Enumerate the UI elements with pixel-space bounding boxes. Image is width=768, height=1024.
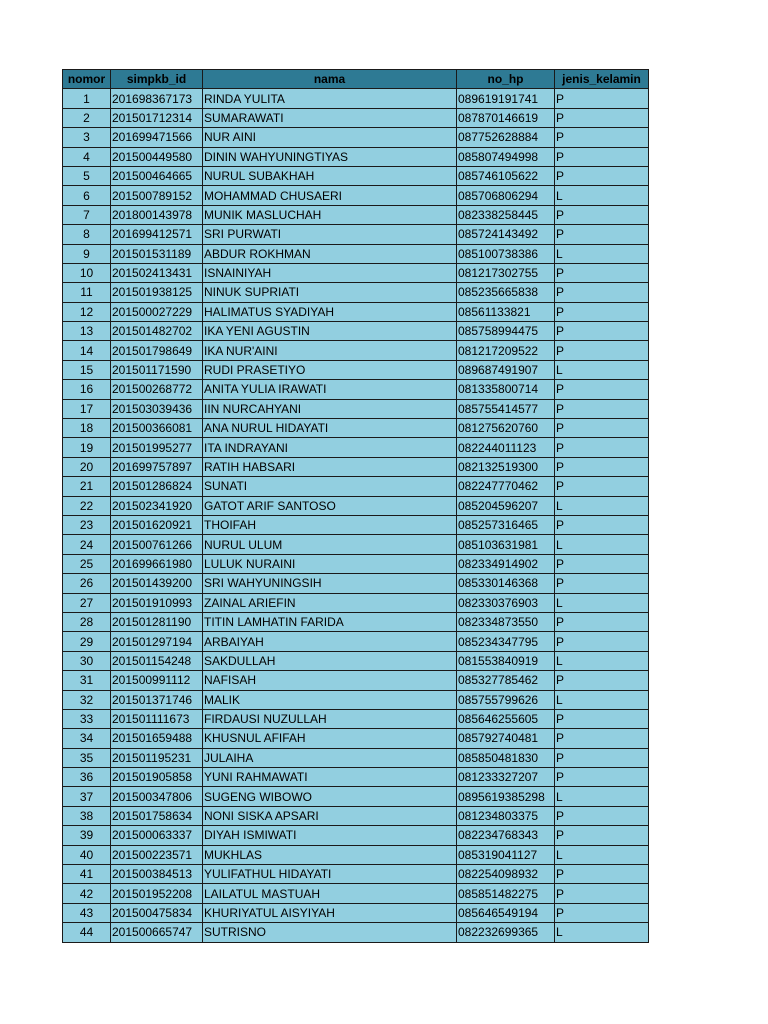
cell-no-hp[interactable]: 089619191741 [457,89,555,108]
cell-simpkb-id[interactable]: 201502413431 [111,263,203,282]
cell-no-hp[interactable]: 085100738386 [457,244,555,263]
cell-nama[interactable]: NAFISAH [203,671,457,690]
cell-nomor[interactable]: 4 [63,147,111,166]
cell-nama[interactable]: HALIMATUS SYADIYAH [203,302,457,321]
header-row [63,70,649,89]
cell-simpkb-id[interactable]: 201501531189 [111,244,203,263]
cell-no-hp[interactable]: 085330146368 [457,574,555,593]
cell-jenis-kelamin[interactable]: P [555,89,649,108]
cell-nomor[interactable]: 2 [63,108,111,127]
table-row [63,477,649,496]
cell-simpkb-id[interactable]: 201501281190 [111,612,203,631]
table-row [63,690,649,709]
cell-nomor[interactable]: 5 [63,166,111,185]
cell-jenis-kelamin[interactable]: P [555,574,649,593]
cell-nomor[interactable]: 35 [63,748,111,767]
cell-no-hp[interactable]: 085204596207 [457,496,555,515]
cell-no-hp[interactable]: 085792740481 [457,729,555,748]
cell-jenis-kelamin[interactable]: P [555,147,649,166]
table-row [63,903,649,922]
cell-jenis-kelamin[interactable]: L [555,593,649,612]
table-row [63,438,649,457]
cell-no-hp[interactable]: 085235665838 [457,283,555,302]
cell-nama[interactable]: ABDUR ROKHMAN [203,244,457,263]
table-row [63,671,649,690]
cell-nomor[interactable]: 16 [63,380,111,399]
cell-no-hp[interactable]: 087870146619 [457,108,555,127]
cell-jenis-kelamin[interactable]: P [555,884,649,903]
cell-jenis-kelamin[interactable]: L [555,690,649,709]
table-body [63,89,649,942]
cell-nama[interactable]: MALIK [203,690,457,709]
cell-no-hp[interactable]: 082334873550 [457,612,555,631]
cell-nama[interactable]: SRI WAHYUNINGSIH [203,574,457,593]
cell-jenis-kelamin[interactable]: P [555,826,649,845]
cell-no-hp[interactable]: 081553840919 [457,651,555,670]
cell-jenis-kelamin[interactable]: L [555,186,649,205]
cell-nomor[interactable]: 38 [63,806,111,825]
cell-simpkb-id[interactable]: 201501712314 [111,108,203,127]
cell-no-hp[interactable]: 082254098932 [457,865,555,884]
cell-jenis-kelamin[interactable]: P [555,322,649,341]
table-row [63,89,649,108]
cell-simpkb-id[interactable]: 201501620921 [111,515,203,534]
table-row [63,263,649,282]
cell-nama[interactable]: GATOT ARIF SANTOSO [203,496,457,515]
cell-nama[interactable]: NURUL ULUM [203,535,457,554]
cell-simpkb-id[interactable]: 201501195231 [111,748,203,767]
cell-jenis-kelamin[interactable]: P [555,554,649,573]
cell-jenis-kelamin[interactable]: P [555,302,649,321]
cell-nomor[interactable]: 42 [63,884,111,903]
cell-nama[interactable]: RUDI PRASETIYO [203,360,457,379]
cell-simpkb-id[interactable]: 201699757897 [111,457,203,476]
cell-simpkb-id[interactable]: 201500027229 [111,302,203,321]
cell-nomor[interactable]: 34 [63,729,111,748]
cell-jenis-kelamin[interactable]: P [555,457,649,476]
cell-nomor[interactable]: 13 [63,322,111,341]
cell-jenis-kelamin[interactable]: P [555,166,649,185]
table-row [63,128,649,147]
cell-nama[interactable]: SUMARAWATI [203,108,457,127]
table-row [63,457,649,476]
cell-jenis-kelamin[interactable]: P [555,515,649,534]
cell-nomor[interactable]: 18 [63,419,111,438]
cell-nomor[interactable]: 36 [63,768,111,787]
cell-nama[interactable]: YUNI RAHMAWATI [203,768,457,787]
cell-no-hp[interactable]: 089687491907 [457,360,555,379]
column-header-nama[interactable]: nama [203,70,457,89]
cell-jenis-kelamin[interactable]: P [555,380,649,399]
cell-nama[interactable]: YULIFATHUL HIDAYATI [203,865,457,884]
cell-simpkb-id[interactable]: 201500063337 [111,826,203,845]
cell-no-hp[interactable]: 082234768343 [457,826,555,845]
cell-no-hp[interactable]: 085755799626 [457,690,555,709]
cell-nama[interactable]: THOIFAH [203,515,457,534]
cell-nomor[interactable]: 40 [63,845,111,864]
cell-jenis-kelamin[interactable]: P [555,865,649,884]
cell-nama[interactable]: IKA YENI AGUSTIN [203,322,457,341]
table-row [63,768,649,787]
cell-simpkb-id[interactable]: 201500268772 [111,380,203,399]
cell-no-hp[interactable]: 085327785462 [457,671,555,690]
cell-no-hp[interactable]: 085706806294 [457,186,555,205]
cell-jenis-kelamin[interactable]: P [555,709,649,728]
cell-jenis-kelamin[interactable]: P [555,225,649,244]
cell-no-hp[interactable]: 087752628884 [457,128,555,147]
cell-simpkb-id[interactable]: 201501910993 [111,593,203,612]
cell-nomor[interactable]: 23 [63,515,111,534]
cell-nama[interactable]: IIN NURCAHYANI [203,399,457,418]
table-row [63,865,649,884]
cell-nama[interactable]: MUNIK MASLUCHAH [203,205,457,224]
table-row [63,341,649,360]
cell-simpkb-id[interactable]: 201500347806 [111,787,203,806]
cell-jenis-kelamin[interactable]: P [555,632,649,651]
cell-jenis-kelamin[interactable]: L [555,535,649,554]
cell-simpkb-id[interactable]: 201500366081 [111,419,203,438]
cell-nomor[interactable]: 29 [63,632,111,651]
column-header-no-hp[interactable]: no_hp [457,70,555,89]
cell-nama[interactable]: LAILATUL MASTUAH [203,884,457,903]
cell-nama[interactable]: MUKHLAS [203,845,457,864]
cell-no-hp[interactable]: 081217302755 [457,263,555,282]
table-row [63,612,649,631]
cell-no-hp[interactable]: 085851482275 [457,884,555,903]
table-row [63,632,649,651]
cell-nomor[interactable]: 31 [63,671,111,690]
cell-jenis-kelamin[interactable]: P [555,612,649,631]
table-row [63,748,649,767]
cell-nama[interactable]: MOHAMMAD CHUSAERI [203,186,457,205]
cell-jenis-kelamin[interactable]: P [555,729,649,748]
cell-nama[interactable]: ANA NURUL HIDAYATI [203,419,457,438]
cell-nomor[interactable]: 27 [63,593,111,612]
cell-nama[interactable]: NONI SISKA APSARI [203,806,457,825]
cell-nama[interactable]: JULAIHA [203,748,457,767]
cell-nomor[interactable]: 20 [63,457,111,476]
cell-nama[interactable]: SUNATI [203,477,457,496]
cell-jenis-kelamin[interactable]: P [555,341,649,360]
cell-no-hp[interactable]: 085103631981 [457,535,555,554]
cell-no-hp[interactable]: 085646255605 [457,709,555,728]
cell-jenis-kelamin[interactable]: P [555,477,649,496]
cell-no-hp[interactable]: 085234347795 [457,632,555,651]
cell-nomor[interactable]: 30 [63,651,111,670]
cell-nama[interactable]: LULUK NURAINI [203,554,457,573]
cell-nama[interactable]: KHURIYATUL AISYIYAH [203,903,457,922]
cell-no-hp[interactable]: 082330376903 [457,593,555,612]
cell-nomor[interactable]: 25 [63,554,111,573]
table-row [63,399,649,418]
cell-simpkb-id[interactable]: 201699471566 [111,128,203,147]
cell-jenis-kelamin[interactable]: L [555,496,649,515]
cell-jenis-kelamin[interactable]: L [555,360,649,379]
cell-nama[interactable]: ZAINAL ARIEFIN [203,593,457,612]
cell-no-hp[interactable]: 085646549194 [457,903,555,922]
cell-nomor[interactable]: 17 [63,399,111,418]
table-row [63,360,649,379]
table-row [63,225,649,244]
cell-jenis-kelamin[interactable]: L [555,923,649,942]
cell-simpkb-id[interactable]: 201501439200 [111,574,203,593]
cell-jenis-kelamin[interactable]: L [555,244,649,263]
table-row [63,593,649,612]
cell-nomor[interactable]: 9 [63,244,111,263]
cell-simpkb-id[interactable]: 201500991112 [111,671,203,690]
cell-nama[interactable]: SAKDULLAH [203,651,457,670]
column-header-jenis-kelamin[interactable]: jenis_kelamin [555,70,649,89]
cell-jenis-kelamin[interactable]: P [555,263,649,282]
cell-simpkb-id[interactable]: 201501111673 [111,709,203,728]
cell-simpkb-id[interactable]: 201501758634 [111,806,203,825]
table-row [63,845,649,864]
cell-nama[interactable]: ARBAIYAH [203,632,457,651]
cell-no-hp[interactable]: 082334914902 [457,554,555,573]
cell-nama[interactable]: NINUK SUPRIATI [203,283,457,302]
cell-no-hp[interactable]: 082244011123 [457,438,555,457]
cell-nomor[interactable]: 8 [63,225,111,244]
table-row [63,826,649,845]
cell-nomor[interactable]: 37 [63,787,111,806]
cell-no-hp[interactable]: 0895619385298 [457,787,555,806]
cell-nama[interactable]: DININ WAHYUNINGTIYAS [203,147,457,166]
cell-nomor[interactable]: 14 [63,341,111,360]
cell-simpkb-id[interactable]: 201500789152 [111,186,203,205]
cell-nama[interactable]: SRI PURWATI [203,225,457,244]
spreadsheet-area [62,69,649,943]
cell-simpkb-id[interactable]: 201501286824 [111,477,203,496]
cell-jenis-kelamin[interactable]: P [555,108,649,127]
cell-jenis-kelamin[interactable]: P [555,205,649,224]
cell-no-hp[interactable]: 081275620760 [457,419,555,438]
cell-no-hp[interactable]: 085724143492 [457,225,555,244]
cell-nama[interactable]: FIRDAUSI NUZULLAH [203,709,457,728]
cell-no-hp[interactable]: 085746105622 [457,166,555,185]
cell-simpkb-id[interactable]: 201500761266 [111,535,203,554]
table-row [63,108,649,127]
cell-simpkb-id[interactable]: 201501171590 [111,360,203,379]
table-row [63,419,649,438]
table-row [63,515,649,534]
cell-nomor[interactable]: 39 [63,826,111,845]
cell-nomor[interactable]: 19 [63,438,111,457]
cell-nomor[interactable]: 28 [63,612,111,631]
cell-no-hp[interactable]: 085257316465 [457,515,555,534]
column-header-simpkb-id[interactable]: simpkb_id [111,70,203,89]
table-row [63,651,649,670]
cell-simpkb-id[interactable]: 201501482702 [111,322,203,341]
cell-no-hp[interactable]: 085758994475 [457,322,555,341]
cell-nama[interactable]: NURUL SUBAKHAH [203,166,457,185]
cell-jenis-kelamin[interactable]: P [555,438,649,457]
cell-jenis-kelamin[interactable]: P [555,768,649,787]
cell-nomor[interactable]: 41 [63,865,111,884]
cell-simpkb-id[interactable]: 201500475834 [111,903,203,922]
cell-nomor[interactable]: 22 [63,496,111,515]
table-row [63,535,649,554]
data-table [62,69,649,943]
cell-simpkb-id[interactable]: 201500223571 [111,845,203,864]
cell-no-hp[interactable]: 08561133821 [457,302,555,321]
table-row [63,574,649,593]
cell-jenis-kelamin[interactable]: P [555,419,649,438]
cell-nama[interactable]: DIYAH ISMIWATI [203,826,457,845]
cell-simpkb-id[interactable]: 201500665747 [111,923,203,942]
cell-jenis-kelamin[interactable]: P [555,806,649,825]
table-row [63,205,649,224]
table-row [63,923,649,942]
cell-nomor[interactable]: 43 [63,903,111,922]
cell-nama[interactable]: ITA INDRAYANI [203,438,457,457]
cell-nomor[interactable]: 32 [63,690,111,709]
table-row [63,709,649,728]
cell-nama[interactable]: TITIN LAMHATIN FARIDA [203,612,457,631]
cell-jenis-kelamin[interactable]: L [555,651,649,670]
cell-nomor[interactable]: 44 [63,923,111,942]
cell-simpkb-id[interactable]: 201501371746 [111,690,203,709]
cell-nama[interactable]: IKA NUR'AINI [203,341,457,360]
cell-jenis-kelamin[interactable]: P [555,128,649,147]
cell-simpkb-id[interactable]: 201500464665 [111,166,203,185]
table-row [63,787,649,806]
table-row [63,554,649,573]
cell-nama[interactable]: NUR AINI [203,128,457,147]
cell-no-hp[interactable]: 085807494998 [457,147,555,166]
cell-nomor[interactable]: 26 [63,574,111,593]
cell-nama[interactable]: SUGENG WIBOWO [203,787,457,806]
cell-no-hp[interactable]: 082232699365 [457,923,555,942]
cell-jenis-kelamin[interactable]: P [555,748,649,767]
cell-nomor[interactable]: 11 [63,283,111,302]
table-row [63,147,649,166]
cell-nomor[interactable]: 7 [63,205,111,224]
cell-nomor[interactable]: 15 [63,360,111,379]
column-header-nomor[interactable]: nomor [63,70,111,89]
table-row [63,166,649,185]
cell-simpkb-id[interactable]: 201501154248 [111,651,203,670]
table-row [63,186,649,205]
cell-nomor[interactable]: 33 [63,709,111,728]
cell-nama[interactable]: KHUSNUL AFIFAH [203,729,457,748]
cell-simpkb-id[interactable]: 201503039436 [111,399,203,418]
cell-no-hp[interactable]: 082132519300 [457,457,555,476]
cell-no-hp[interactable]: 085755414577 [457,399,555,418]
cell-simpkb-id[interactable]: 201500449580 [111,147,203,166]
table-row [63,322,649,341]
cell-nama[interactable]: ISNAINIYAH [203,263,457,282]
cell-nomor[interactable]: 12 [63,302,111,321]
cell-jenis-kelamin[interactable]: P [555,283,649,302]
table-row [63,729,649,748]
cell-nama[interactable]: ANITA YULIA IRAWATI [203,380,457,399]
cell-simpkb-id[interactable]: 201501952208 [111,884,203,903]
table-row [63,244,649,263]
table-row [63,884,649,903]
cell-simpkb-id[interactable]: 201501938125 [111,283,203,302]
cell-simpkb-id[interactable]: 201500384513 [111,865,203,884]
cell-simpkb-id[interactable]: 201501659488 [111,729,203,748]
cell-nama[interactable]: SUTRISNO [203,923,457,942]
cell-no-hp[interactable]: 081217209522 [457,341,555,360]
cell-simpkb-id[interactable]: 201501905858 [111,768,203,787]
cell-jenis-kelamin[interactable]: L [555,845,649,864]
cell-jenis-kelamin[interactable]: P [555,671,649,690]
cell-no-hp[interactable]: 082338258445 [457,205,555,224]
cell-no-hp[interactable]: 082247770462 [457,477,555,496]
cell-simpkb-id[interactable]: 201800143978 [111,205,203,224]
cell-nama[interactable]: RINDA YULITA [203,89,457,108]
cell-jenis-kelamin[interactable]: P [555,903,649,922]
cell-simpkb-id[interactable]: 201501798649 [111,341,203,360]
cell-no-hp[interactable]: 081233327207 [457,768,555,787]
cell-jenis-kelamin[interactable]: L [555,787,649,806]
cell-simpkb-id[interactable]: 201699412571 [111,225,203,244]
cell-nomor[interactable]: 3 [63,128,111,147]
cell-no-hp[interactable]: 081234803375 [457,806,555,825]
cell-jenis-kelamin[interactable]: P [555,399,649,418]
table-row [63,302,649,321]
cell-no-hp[interactable]: 085850481830 [457,748,555,767]
table-row [63,806,649,825]
cell-nomor[interactable]: 21 [63,477,111,496]
cell-simpkb-id[interactable]: 201501995277 [111,438,203,457]
cell-nomor[interactable]: 10 [63,263,111,282]
cell-simpkb-id[interactable]: 201698367173 [111,89,203,108]
cell-nama[interactable]: RATIH HABSARI [203,457,457,476]
table-row [63,496,649,515]
cell-nomor[interactable]: 1 [63,89,111,108]
cell-no-hp[interactable]: 085319041127 [457,845,555,864]
cell-simpkb-id[interactable]: 201501297194 [111,632,203,651]
cell-no-hp[interactable]: 081335800714 [457,380,555,399]
cell-simpkb-id[interactable]: 201699661980 [111,554,203,573]
table-row [63,380,649,399]
cell-simpkb-id[interactable]: 201502341920 [111,496,203,515]
cell-nomor[interactable]: 6 [63,186,111,205]
cell-nomor[interactable]: 24 [63,535,111,554]
table-row [63,283,649,302]
